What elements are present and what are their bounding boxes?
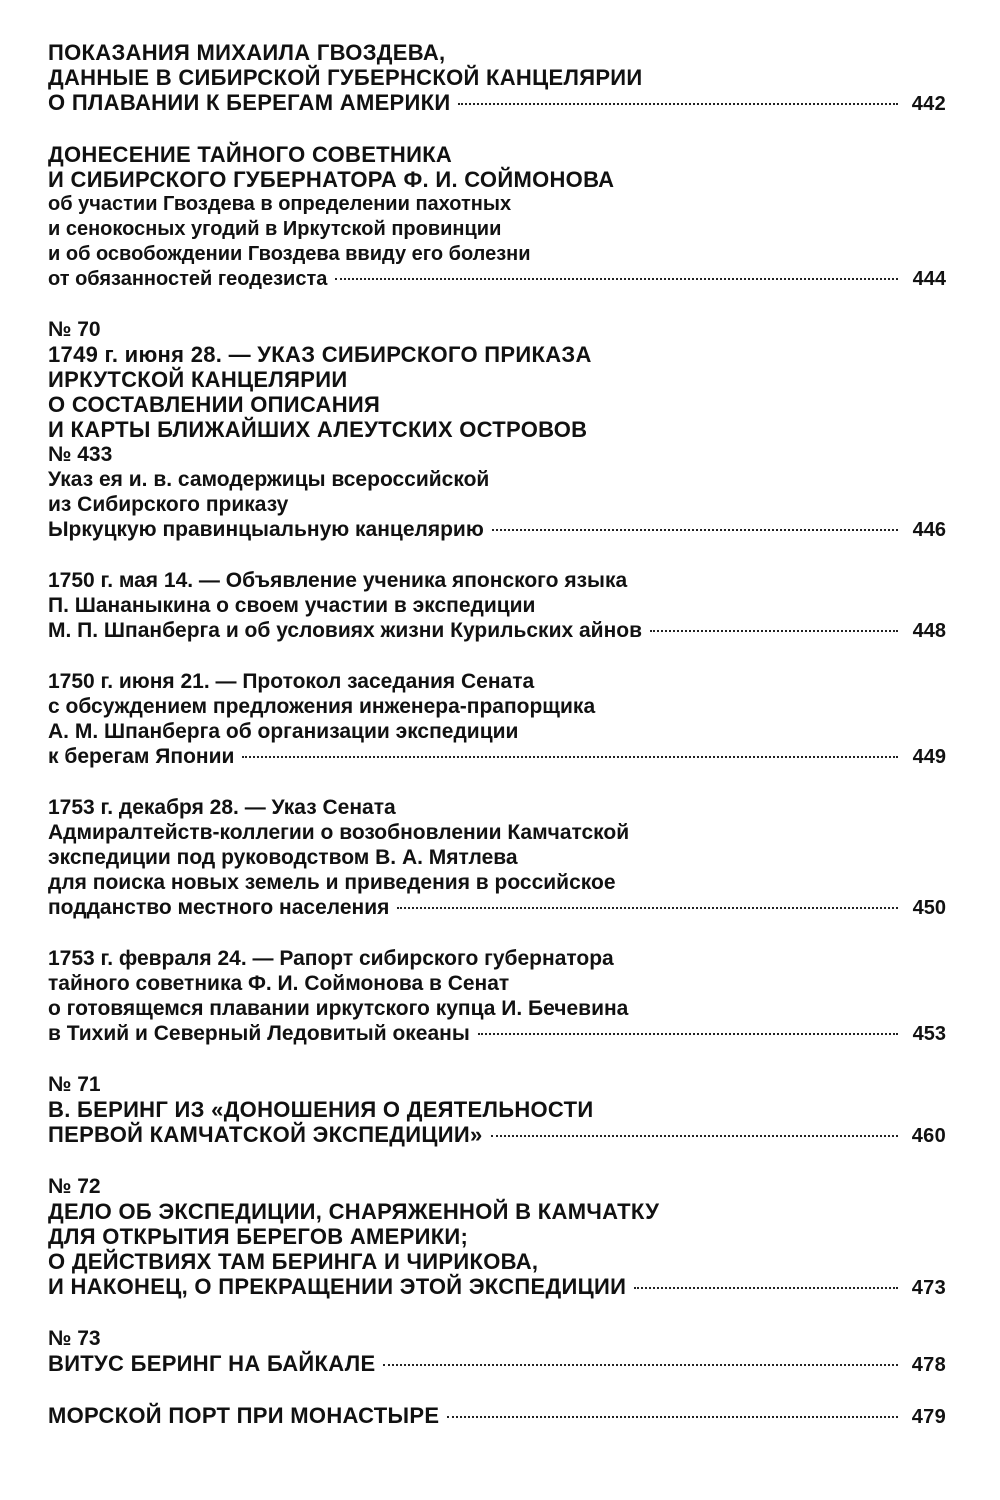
toc-entry-line: о готовящемся плавании иркутского купца И. Бечевина	[48, 997, 629, 1020]
toc-entry-line: и об освобождении Гвоздева ввиду его болезни	[48, 243, 531, 265]
toc-entry-line: И КАРТЫ БЛИЖАЙШИХ АЛЕУТСКИХ ОСТРОВОВ	[48, 417, 588, 442]
toc-entry-line: 1749 г. июня 28. — УКАЗ СИБИРСКОГО ПРИКАЗА	[48, 342, 592, 367]
toc-entry-line: для поиска новых земель и приведения в российское	[48, 871, 616, 894]
toc-entry-text: И НАКОНЕЦ, О ПРЕКРАЩЕНИИ ЭТОЙ ЭКСПЕДИЦИИ	[48, 1274, 627, 1299]
page-number[interactable]: 449	[912, 746, 946, 768]
toc-entry-line: и сенокосных угодий в Иркутской провинции	[48, 218, 502, 240]
page-number[interactable]: 450	[912, 897, 946, 919]
toc-entry-text: О ПЛАВАНИИ К БЕРЕГАМ АМЕРИКИ	[48, 90, 451, 115]
toc-entry-last-line	[48, 1403, 946, 1430]
toc-entry-line: № 71	[48, 1073, 101, 1096]
dot-leader	[458, 103, 898, 105]
dot-leader	[383, 1364, 898, 1366]
toc-entry-text: подданство местного населения	[48, 896, 390, 919]
toc-entry-line: И СИБИРСКОГО ГУБЕРНАТОРА Ф. И. СОЙМОНОВА	[48, 167, 615, 192]
toc-entry-text: в Тихий и Северный Ледовитый океаны	[48, 1022, 470, 1045]
toc-entry-line: П. Шананыкина о своем участии в экспедиции	[48, 594, 536, 617]
dot-leader	[335, 278, 898, 280]
toc-entry-text: ПЕРВОЙ КАМЧАТСКОЙ ЭКСПЕДИЦИИ»	[48, 1122, 483, 1147]
toc-entry-text: к берегам Японии	[48, 745, 235, 768]
table-of-contents	[48, 40, 946, 1455]
toc-entry-line: 1753 г. февраля 24. — Рапорт сибирского губернатора	[48, 947, 614, 970]
page-number[interactable]: 453	[912, 1023, 946, 1045]
toc-entry-text: от обязанностей геодезиста	[48, 268, 328, 290]
dot-leader	[478, 1033, 898, 1035]
toc-entry[interactable]	[48, 669, 946, 770]
toc-entry-line: Адмиралтейств-коллегии о возобновлении Камчатской	[48, 821, 630, 844]
toc-entry-line: из Сибирского приказу	[48, 493, 289, 516]
toc-entry[interactable]	[48, 568, 946, 644]
toc-entry-last-line	[48, 618, 946, 644]
dot-leader	[492, 529, 898, 531]
toc-entry-last-line	[48, 90, 946, 117]
toc-entry-line: 1753 г. декабря 28. — Указ Сената	[48, 796, 396, 819]
toc-entry-last-line	[48, 267, 946, 292]
toc-entry-line: 1750 г. мая 14. — Объявление ученика японского языка	[48, 569, 628, 592]
page-number[interactable]: 442	[911, 93, 946, 115]
page-number[interactable]: 473	[911, 1277, 946, 1299]
page-number[interactable]: 460	[911, 1125, 946, 1147]
toc-entry-line: ДЛЯ ОТКРЫТИЯ БЕРЕГОВ АМЕРИКИ;	[48, 1224, 469, 1249]
dot-leader	[634, 1287, 898, 1289]
toc-entry[interactable]	[48, 1326, 946, 1378]
dot-leader	[397, 907, 898, 909]
toc-entry-last-line	[48, 1122, 946, 1149]
toc-entry-line: тайного советника Ф. И. Соймонова в Сенат	[48, 972, 510, 995]
toc-entry-line: О ДЕЙСТВИЯХ ТАМ БЕРИНГА И ЧИРИКОВА,	[48, 1249, 539, 1274]
dot-leader	[447, 1416, 898, 1418]
page-number[interactable]: 479	[911, 1406, 946, 1428]
page-number[interactable]: 444	[912, 268, 946, 290]
toc-entry-text: М. П. Шпанберга и об условиях жизни Курильских айнов	[48, 619, 642, 642]
toc-entry-line: экспедиции под руководством В. А. Мятлева	[48, 846, 518, 869]
dot-leader	[242, 756, 898, 758]
toc-entry-line: ДОНЕСЕНИЕ ТАЙНОГО СОВЕТНИКА	[48, 142, 453, 167]
page-number[interactable]: 446	[912, 519, 946, 541]
toc-entry-line: О СОСТАВЛЕНИИ ОПИСАНИЯ	[48, 392, 381, 417]
toc-entry-text: Ыркуцкую правинцыальную канцелярию	[48, 518, 484, 541]
toc-entry[interactable]	[48, 40, 946, 117]
toc-entry-line: ИРКУТСКОЙ КАНЦЕЛЯРИИ	[48, 367, 348, 392]
toc-entry-line: № 70	[48, 318, 101, 341]
toc-entry[interactable]	[48, 1403, 946, 1430]
dot-leader	[650, 630, 898, 632]
toc-entry-line: ДЕЛО ОБ ЭКСПЕДИЦИИ, СНАРЯЖЕННОЙ В КАМЧАТКУ	[48, 1199, 660, 1224]
toc-entry-line: ПОКАЗАНИЯ МИХАИЛА ГВОЗДЕВА,	[48, 40, 446, 65]
toc-entry-last-line	[48, 1351, 946, 1378]
toc-entry-line: № 72	[48, 1175, 101, 1198]
toc-entry-last-line	[48, 517, 946, 543]
toc-entry-line: об участии Гвоздева в определении пахотных	[48, 193, 512, 215]
toc-entry-line: А. М. Шпанберга об организации экспедиции	[48, 720, 519, 743]
toc-entry-text: ВИТУС БЕРИНГ НА БАЙКАЛЕ	[48, 1351, 376, 1376]
dot-leader	[491, 1135, 899, 1137]
toc-entry[interactable]	[48, 946, 946, 1047]
page-number[interactable]: 448	[912, 620, 946, 642]
toc-entry-line: В. БЕРИНГ ИЗ «ДОНОШЕНИЯ О ДЕЯТЕЛЬНОСТИ	[48, 1097, 594, 1122]
toc-entry[interactable]	[48, 795, 946, 921]
toc-entry-line: 1750 г. июня 21. — Протокол заседания Сената	[48, 670, 535, 693]
toc-entry[interactable]	[48, 1072, 946, 1149]
toc-entry[interactable]	[48, 1174, 946, 1301]
toc-entry-last-line	[48, 1021, 946, 1047]
toc-entry-line: ДАННЫЕ В СИБИРСКОЙ ГУБЕРНСКОЙ КАНЦЕЛЯРИИ	[48, 65, 643, 90]
toc-entry-line: № 73	[48, 1327, 101, 1350]
toc-entry[interactable]	[48, 317, 946, 543]
toc-entry-last-line	[48, 1274, 946, 1301]
toc-entry-last-line	[48, 744, 946, 770]
toc-entry[interactable]	[48, 142, 946, 292]
toc-entry-line: Указ ея и. в. самодержицы всероссийской	[48, 468, 490, 491]
toc-entry-last-line	[48, 895, 946, 921]
toc-entry-text: МОРСКОЙ ПОРТ ПРИ МОНАСТЫРЕ	[48, 1403, 440, 1428]
toc-entry-line: с обсуждением предложения инженера-прапорщика	[48, 695, 596, 718]
page-number[interactable]: 478	[911, 1354, 946, 1376]
toc-entry-line: № 433	[48, 443, 113, 466]
